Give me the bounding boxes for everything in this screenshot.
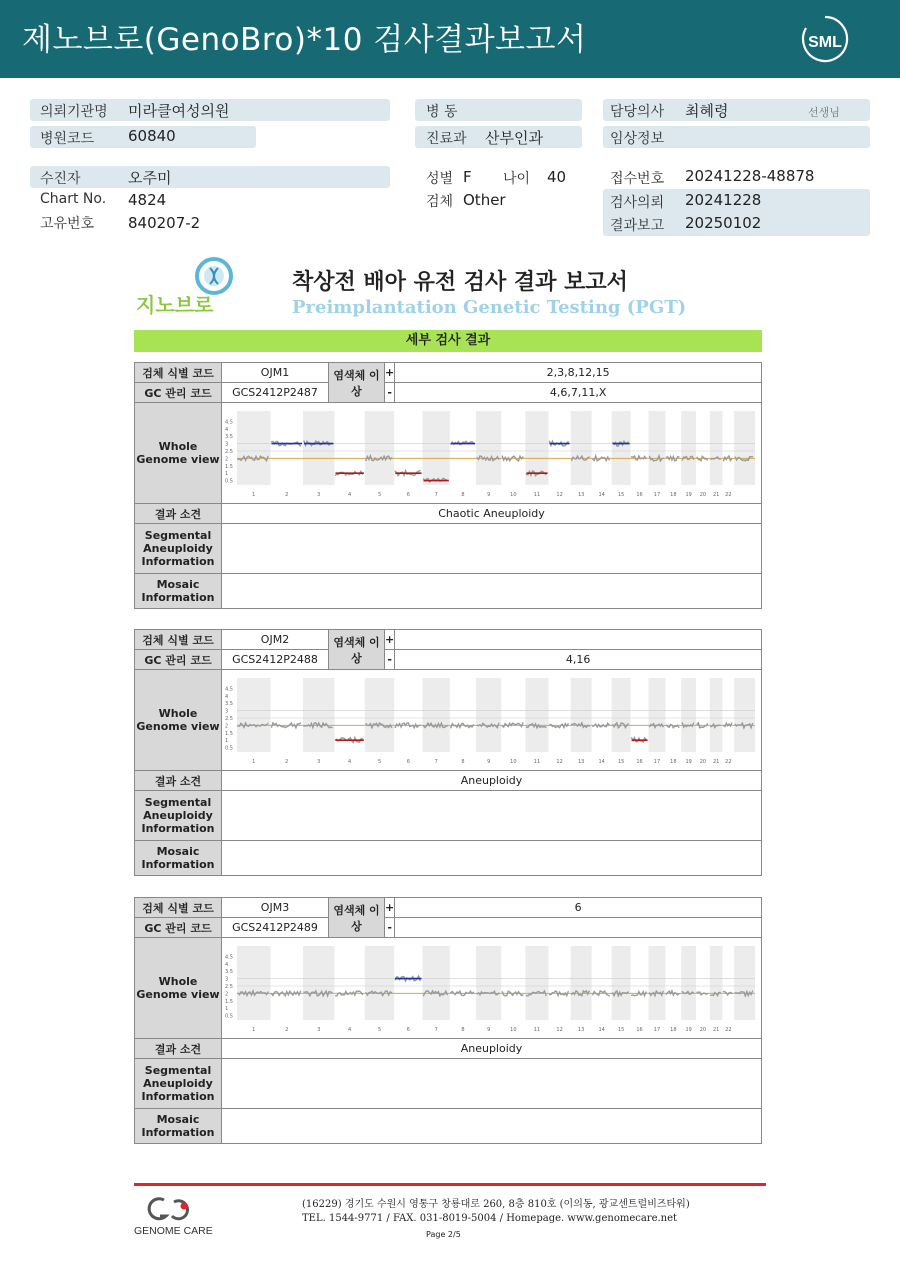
chrom-band <box>681 678 696 752</box>
chrom-band <box>237 411 271 485</box>
section-title: 세부 검사 결과 <box>134 330 762 352</box>
segmental-value <box>222 791 762 841</box>
specimen-label: 검체 <box>426 194 454 210</box>
y-tick-label: 4 <box>225 693 229 700</box>
x-tick-label: 1 <box>252 492 256 498</box>
sample-code-value: OJM2 <box>222 630 329 650</box>
sample-table-1 <box>134 362 762 609</box>
y-tick-label: 3 <box>225 441 229 448</box>
x-tick-label: 20 <box>699 759 707 765</box>
svg-text:지노브로: 지노브로 <box>136 293 214 317</box>
chart-label: Chart No. <box>40 191 107 207</box>
x-tick-label: 7 <box>434 1027 438 1033</box>
request-label: 검사의뢰 <box>610 195 665 211</box>
x-tick-label: 12 <box>556 492 563 498</box>
copy-number-trace <box>593 456 610 461</box>
x-tick-label: 7 <box>434 759 438 765</box>
institution-value: 미라클여성의원 <box>128 102 230 120</box>
x-tick-label: 9 <box>487 1027 491 1033</box>
chrom-band <box>612 411 631 485</box>
whole-genome-cell <box>222 403 762 504</box>
copy-number-trace <box>550 991 569 996</box>
segmental-label: Segmental Aneuploidy Information <box>135 1059 222 1109</box>
x-tick-label: 5 <box>377 1027 382 1033</box>
receipt-label: 접수번호 <box>610 171 665 187</box>
y-tick-label: 2 <box>225 991 229 998</box>
report-value: 20250102 <box>685 214 762 232</box>
x-tick-label: 2 <box>285 759 289 765</box>
gain-value: 6 <box>395 898 762 918</box>
result-value: Chaotic Aneuploidy <box>222 504 762 524</box>
x-tick-label: 4 <box>348 759 352 765</box>
gain-sign: + <box>385 630 395 650</box>
y-tick-label: 4.5 <box>225 686 233 693</box>
x-tick-label: 12 <box>556 1027 563 1033</box>
sex-value: F <box>463 168 472 186</box>
y-tick-label: 2 <box>225 456 229 463</box>
x-tick-label: 15 <box>617 759 625 765</box>
svg-text:SML: SML <box>808 34 842 51</box>
y-tick-label: 4.5 <box>225 954 233 961</box>
sample-table-2 <box>134 629 762 876</box>
chrom-band <box>423 678 450 752</box>
report-title: 착상전 배아 유전 검사 결과 보고서 <box>292 270 628 295</box>
chrom-band <box>365 411 394 485</box>
copy-number-trace <box>724 723 732 727</box>
receipt-value: 20241228-48878 <box>685 167 815 185</box>
loss-sign: - <box>385 383 395 403</box>
y-tick-label: 1 <box>225 1006 229 1013</box>
chrom-band <box>525 946 548 1020</box>
y-tick-label: 3 <box>225 708 229 715</box>
loss-sign: - <box>385 650 395 670</box>
x-tick-label: 6 <box>406 492 410 498</box>
x-tick-label: 5 <box>377 492 382 498</box>
whole-genome-label: Whole Genome view <box>135 403 222 504</box>
chrom-band <box>612 678 631 752</box>
chrom-band <box>423 411 450 485</box>
whole-genome-cell <box>222 670 762 771</box>
result-label: 결과 소견 <box>135 771 222 791</box>
chrom-band <box>303 946 334 1020</box>
gc-code-value: GCS2412P2488 <box>222 650 329 670</box>
x-tick-label: 22 <box>725 492 732 498</box>
x-tick-label: 13 <box>577 492 585 498</box>
sample-table-3 <box>134 897 762 1144</box>
doctor-label: 담당의사 <box>610 104 665 120</box>
sample-code-label: 검체 식별 코드 <box>135 898 222 918</box>
chrom-band <box>612 946 631 1020</box>
x-tick-label: 9 <box>487 492 491 498</box>
gain-value <box>395 630 762 650</box>
whole-genome-plot <box>222 938 761 1038</box>
chrom-band <box>734 411 755 485</box>
x-tick-label: 17 <box>653 492 661 498</box>
y-tick-label: 3.5 <box>225 969 233 976</box>
y-tick-label: 3 <box>225 976 229 983</box>
whole-genome-plot <box>222 670 761 770</box>
x-tick-label: 5 <box>377 759 382 765</box>
gc-code-value: GCS2412P2489 <box>222 918 329 938</box>
chrom-band <box>649 946 666 1020</box>
footer-divider <box>134 1183 766 1186</box>
x-tick-label: 21 <box>712 759 720 765</box>
gc-code-label: GC 관리 코드 <box>135 650 222 670</box>
x-tick-label: 13 <box>577 1027 585 1033</box>
segmental-value <box>222 1059 762 1109</box>
whole-genome-cell <box>222 938 762 1039</box>
whole-genome-label: Whole Genome view <box>135 938 222 1039</box>
x-tick-label: 17 <box>653 759 661 765</box>
x-tick-label: 8 <box>461 1027 465 1033</box>
y-tick-label: 1 <box>225 738 229 745</box>
y-tick-label: 2.5 <box>225 449 233 455</box>
loss-value: 4,16 <box>395 650 762 670</box>
mosaic-label: Mosaic Information <box>135 841 222 876</box>
unique-value: 840207-2 <box>128 214 201 232</box>
sex-label: 성별 <box>426 171 454 187</box>
dept-value: 산부인과 <box>485 129 543 147</box>
chrom-band <box>710 678 723 752</box>
unique-label: 고유번호 <box>40 216 95 232</box>
chrom-band <box>237 678 271 752</box>
chrom-band <box>571 946 592 1020</box>
mosaic-label: Mosaic Information <box>135 574 222 609</box>
x-tick-label: 10 <box>510 492 517 498</box>
clinical-label: 임상정보 <box>610 131 665 147</box>
page-number: Page 2/5 <box>426 1230 461 1239</box>
y-tick-label: 4 <box>225 426 229 433</box>
copy-number-trace <box>666 457 679 461</box>
x-tick-label: 4 <box>348 492 352 498</box>
chrom-band <box>710 946 723 1020</box>
x-tick-label: 11 <box>533 1027 541 1033</box>
x-tick-label: 3 <box>317 1027 321 1033</box>
chrom-band <box>303 678 334 752</box>
x-tick-label: 22 <box>725 1027 732 1033</box>
segmental-label: Segmental Aneuploidy Information <box>135 524 222 574</box>
chrom-band <box>476 678 501 752</box>
chrom-band <box>365 946 394 1020</box>
sample-code-value: OJM3 <box>222 898 329 918</box>
x-tick-label: 19 <box>685 492 692 498</box>
genomecare-logo <box>134 1196 226 1238</box>
y-tick-label: 0.5 <box>225 1013 233 1020</box>
chrom-band <box>525 678 548 752</box>
doctor-suffix: 선생님 <box>808 106 840 119</box>
mosaic-value <box>222 574 762 609</box>
x-tick-label: 10 <box>510 1027 517 1033</box>
sample-code-label: 검체 식별 코드 <box>135 630 222 650</box>
chrom-band <box>365 678 394 752</box>
patient-value: 오주미 <box>128 169 172 187</box>
gc-code-label: GC 관리 코드 <box>135 918 222 938</box>
x-tick-label: 8 <box>461 492 465 498</box>
x-tick-label: 3 <box>317 492 321 498</box>
chrom-band <box>649 678 666 752</box>
gain-sign: + <box>385 363 395 383</box>
x-tick-label: 4 <box>348 1027 352 1033</box>
y-tick-label: 2.5 <box>225 716 233 722</box>
result-label: 결과 소견 <box>135 1039 222 1059</box>
chrom-band <box>681 411 696 485</box>
x-tick-label: 16 <box>636 1027 643 1033</box>
sml-logo <box>800 14 850 64</box>
x-tick-label: 21 <box>712 492 720 498</box>
result-value: Aneuploidy <box>222 1039 762 1059</box>
x-tick-label: 18 <box>670 759 677 765</box>
x-tick-label: 19 <box>685 1027 692 1033</box>
y-tick-label: 2.5 <box>225 984 233 990</box>
x-tick-label: 6 <box>406 1027 410 1033</box>
doctor-value: 최혜령 <box>685 102 729 120</box>
gain-value: 2,3,8,12,15 <box>395 363 762 383</box>
page-title: 제노브로(GenoBro)*10 검사결과보고서 <box>22 22 587 58</box>
y-tick-label: 3.5 <box>225 434 233 441</box>
svg-text:GENOME CARE: GENOME CARE <box>134 1225 213 1237</box>
x-tick-label: 8 <box>461 759 465 765</box>
x-tick-label: 2 <box>285 1027 289 1033</box>
chrom-band <box>681 946 696 1020</box>
chrom-abn-label: 염색체 이상 <box>329 898 385 938</box>
y-tick-label: 4.5 <box>225 419 233 426</box>
loss-value <box>395 918 762 938</box>
chrom-band <box>476 411 501 485</box>
y-tick-label: 1.5 <box>225 730 233 737</box>
age-value: 40 <box>547 168 567 186</box>
chart-value: 4824 <box>128 191 167 209</box>
y-tick-label: 2 <box>225 723 229 730</box>
gc-code-label: GC 관리 코드 <box>135 383 222 403</box>
y-tick-label: 1 <box>225 471 229 478</box>
loss-sign: - <box>385 918 395 938</box>
x-tick-label: 16 <box>636 492 643 498</box>
hospital-code-label: 병원코드 <box>40 131 95 147</box>
gain-sign: + <box>385 898 395 918</box>
whole-genome-label: Whole Genome view <box>135 670 222 771</box>
segmental-value <box>222 524 762 574</box>
loss-value: 4,6,7,11,X <box>395 383 762 403</box>
chrom-band <box>237 946 271 1020</box>
patient-label: 수진자 <box>40 171 81 187</box>
x-tick-label: 16 <box>636 759 643 765</box>
chrom-band <box>734 946 755 1020</box>
x-tick-label: 22 <box>725 759 732 765</box>
y-tick-label: 1.5 <box>225 463 233 470</box>
request-value: 20241228 <box>685 191 762 209</box>
y-tick-label: 4 <box>225 961 229 968</box>
contact-line: TEL. 1544-9771 / FAX. 031-8019-5004 / Homepage. www.genomecare.net <box>302 1213 678 1224</box>
x-tick-label: 3 <box>317 759 321 765</box>
chrom-band <box>423 946 450 1020</box>
result-value: Aneuploidy <box>222 771 762 791</box>
sample-code-value: OJM1 <box>222 363 329 383</box>
x-tick-label: 7 <box>434 492 438 498</box>
institution-label: 의뢰기관명 <box>40 104 108 120</box>
x-tick-label: 20 <box>699 1027 707 1033</box>
x-tick-label: 13 <box>577 759 585 765</box>
ward-label: 병 동 <box>426 104 458 120</box>
x-tick-label: 18 <box>670 492 677 498</box>
age-label: 나이 <box>503 171 531 187</box>
address-line: (16229) 경기도 수원시 영통구 창룡대로 260, 8층 810호 (이의동, 광교센트럴비즈타워) <box>302 1199 690 1210</box>
mosaic-value <box>222 841 762 876</box>
y-tick-label: 1.5 <box>225 998 233 1005</box>
gc-code-value: GCS2412P2487 <box>222 383 329 403</box>
specimen-value: Other <box>463 191 506 209</box>
dept-label: 진료과 <box>426 131 467 147</box>
pill <box>30 166 390 188</box>
x-tick-label: 20 <box>699 492 707 498</box>
x-tick-label: 21 <box>712 1027 720 1033</box>
x-tick-label: 14 <box>598 1027 605 1033</box>
chrom-abn-label: 염색체 이상 <box>329 630 385 670</box>
mosaic-label: Mosaic Information <box>135 1109 222 1144</box>
x-tick-label: 2 <box>285 492 289 498</box>
x-tick-label: 19 <box>685 759 692 765</box>
x-tick-label: 15 <box>617 492 625 498</box>
x-tick-label: 17 <box>653 1027 661 1033</box>
genobro-logo <box>134 256 264 320</box>
segmental-label: Segmental Aneuploidy Information <box>135 791 222 841</box>
y-tick-label: 3.5 <box>225 701 233 708</box>
footer-address <box>302 1198 690 1226</box>
chrom-band <box>710 411 723 485</box>
report-label: 결과보고 <box>610 218 665 234</box>
x-tick-label: 11 <box>533 759 541 765</box>
x-tick-label: 14 <box>598 492 605 498</box>
x-tick-label: 1 <box>252 759 256 765</box>
x-tick-label: 6 <box>406 759 410 765</box>
y-tick-label: 0.5 <box>225 745 233 752</box>
report-subtitle: Preimplantation Genetic Testing (PGT) <box>292 297 687 318</box>
x-tick-label: 10 <box>510 759 517 765</box>
y-tick-label: 0.5 <box>225 478 233 485</box>
chrom-band <box>303 411 334 485</box>
x-tick-label: 15 <box>617 1027 625 1033</box>
chrom-band <box>476 946 501 1020</box>
x-tick-label: 12 <box>556 759 563 765</box>
x-tick-label: 14 <box>598 759 605 765</box>
chrom-band <box>571 678 592 752</box>
mosaic-value <box>222 1109 762 1144</box>
whole-genome-plot <box>222 403 761 503</box>
chrom-band <box>571 411 592 485</box>
x-tick-label: 1 <box>252 1027 256 1033</box>
sample-code-label: 검체 식별 코드 <box>135 363 222 383</box>
x-tick-label: 9 <box>487 759 491 765</box>
header-bar <box>0 0 900 78</box>
chrom-abn-label: 염색체 이상 <box>329 363 385 403</box>
x-tick-label: 18 <box>670 1027 677 1033</box>
x-tick-label: 11 <box>533 492 541 498</box>
chrom-band <box>649 411 666 485</box>
result-label: 결과 소견 <box>135 504 222 524</box>
chrom-band <box>734 678 755 752</box>
hospital-code-value: 60840 <box>128 127 176 145</box>
